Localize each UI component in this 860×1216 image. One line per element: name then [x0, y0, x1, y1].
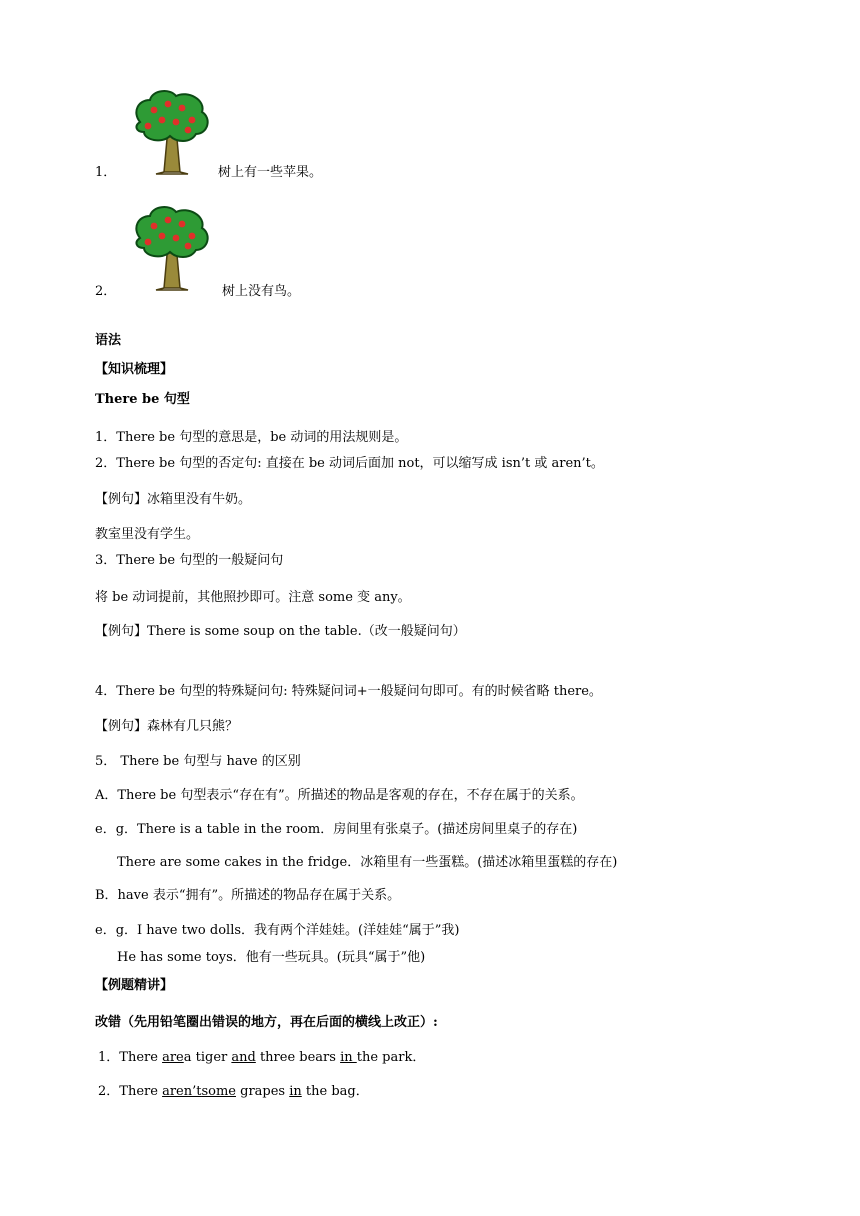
correction-2-number: 2． [98, 1084, 120, 1099]
correction-1-part: There [119, 1050, 163, 1065]
correction-2-part: There [119, 1084, 163, 1099]
knowledge-header: 【知识梳理】 [95, 362, 174, 377]
there-be-title: There be 句型 [95, 392, 190, 407]
correction-1-underline-are: are [162, 1050, 184, 1065]
correction-1-part: three bears [255, 1050, 341, 1065]
correction-1-part: a tiger [183, 1050, 232, 1065]
correction-2-underline-arent: aren’t [162, 1084, 202, 1099]
correction-1 [98, 1050, 425, 1066]
rule-1: 1．There be 句型的意思是，be 动词的用法规则是。 [95, 430, 408, 445]
correction-1-underline-and: and [231, 1050, 256, 1065]
rule-3b: 将 be 动词提前，其他照抄即可。注意 some 变 any。 [95, 590, 411, 605]
rule-3: 3．There be 句型的一般疑问句 [95, 553, 284, 568]
apple-tree-image-1 [118, 82, 214, 178]
eg-4: He has some toys．他有一些玩具。(玩具“属于”他) [117, 950, 426, 965]
rule-2: 2．There be 句型的否定句: 直接在 be 动词后面加 not，可以缩写成 isn’t 或 aren’t。 [95, 456, 604, 471]
apple-tree-image-2 [118, 198, 214, 294]
rule-5: 5． There be 句型与 have 的区别 [95, 754, 301, 769]
eg-1: e．g．There is a table in the room．房间里有张桌子。(描述房间里桌子的存在) [95, 822, 578, 837]
correction-1-part: the park． [356, 1050, 426, 1065]
section-title: 语法 [95, 333, 122, 348]
correction-2-part: the bag． [301, 1084, 369, 1099]
example-1b: 教室里没有学生。 [95, 527, 200, 542]
correction-instructions: 改错（先用铅笔圈出错误的地方，再在后面的横线上改正）: [95, 1015, 438, 1030]
exercise-1-number: 1． [95, 165, 117, 180]
rule-a: A．There be 句型表示“存在有”。所描述的物品是客观的存在，不存在属于的关系。 [95, 788, 584, 803]
correction-2 [98, 1084, 369, 1100]
example-header: 【例题精讲】 [95, 978, 174, 993]
correction-2-part: grapes [235, 1084, 290, 1099]
eg-3: e．g．I have two dolls．我有两个洋娃娃。(洋娃娃“属于”我) [95, 923, 460, 938]
rule-b: B．have 表示“拥有”。所描述的物品存在属于关系。 [95, 888, 401, 903]
exercise-2-number: 2． [95, 284, 117, 299]
correction-1-number: 1． [98, 1050, 120, 1065]
rule-4: 4．There be 句型的特殊疑问句: 特殊疑问词+一般疑问句即可。有的时候省略 there。 [95, 684, 602, 699]
correction-2-underline-in: in [289, 1084, 302, 1099]
eg-2: There are some cakes in the fridge．冰箱里有一些蛋糕。(描述冰箱里蛋糕的存在) [117, 855, 618, 870]
example-2: 【例句】There is some soup on the table.（改一般疑问句） [95, 624, 466, 639]
example-3: 【例句】森林有几只熊？ [95, 719, 239, 734]
correction-1-underline-in: in [340, 1050, 357, 1065]
example-1: 【例句】冰箱里没有牛奶。 [95, 492, 252, 507]
exercise-1-text: 树上有一些苹果。 [218, 165, 323, 180]
apple-tree-icon [118, 82, 214, 178]
exercise-2-text: 树上没有鸟。 [222, 284, 301, 299]
correction-2-underline-some: some [201, 1084, 236, 1099]
apple-tree-icon [118, 198, 214, 294]
